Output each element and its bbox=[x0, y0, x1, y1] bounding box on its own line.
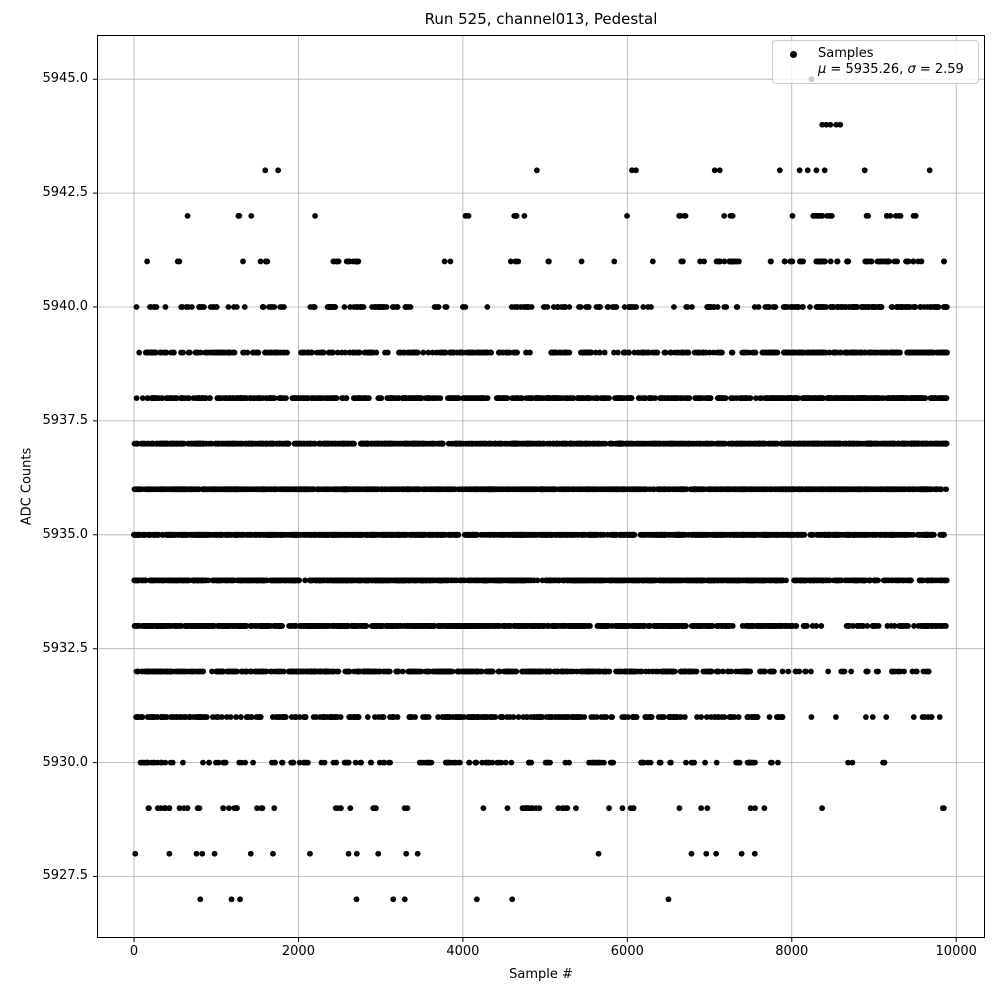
legend-entry-samples bbox=[773, 46, 970, 62]
legend-entry-stats bbox=[773, 62, 970, 78]
x-tick-label: 0 bbox=[129, 944, 139, 959]
y-tick-label: 5932.5 bbox=[42, 640, 88, 656]
y-tick-label: 5940.0 bbox=[42, 298, 88, 314]
y-tick-label: 5927.5 bbox=[42, 868, 88, 884]
x-axis-label: Sample # bbox=[509, 967, 573, 982]
legend bbox=[772, 40, 979, 84]
chart-title: Run 525, channel013, Pedestal bbox=[424, 10, 658, 28]
x-tick-label: 2000 bbox=[281, 944, 315, 959]
y-tick-label: 5937.5 bbox=[42, 412, 88, 428]
y-tick-label: 5935.0 bbox=[42, 526, 88, 542]
y-tick-label: 5930.0 bbox=[42, 754, 88, 770]
x-tick-label: 6000 bbox=[610, 944, 644, 959]
legend-label-samples: Samples bbox=[818, 46, 874, 61]
x-tick-label: 4000 bbox=[446, 944, 480, 959]
x-tick-label: 10000 bbox=[935, 944, 977, 959]
samples-marker-icon bbox=[790, 51, 797, 58]
y-axis-label: ADC Counts bbox=[19, 447, 35, 526]
y-tick-label: 5945.0 bbox=[42, 71, 88, 87]
y-tick-label: 5942.5 bbox=[42, 185, 88, 201]
legend-label-stats: μ = 5935.26, σ = 2.59 bbox=[818, 62, 964, 77]
x-tick-label: 8000 bbox=[775, 944, 809, 959]
